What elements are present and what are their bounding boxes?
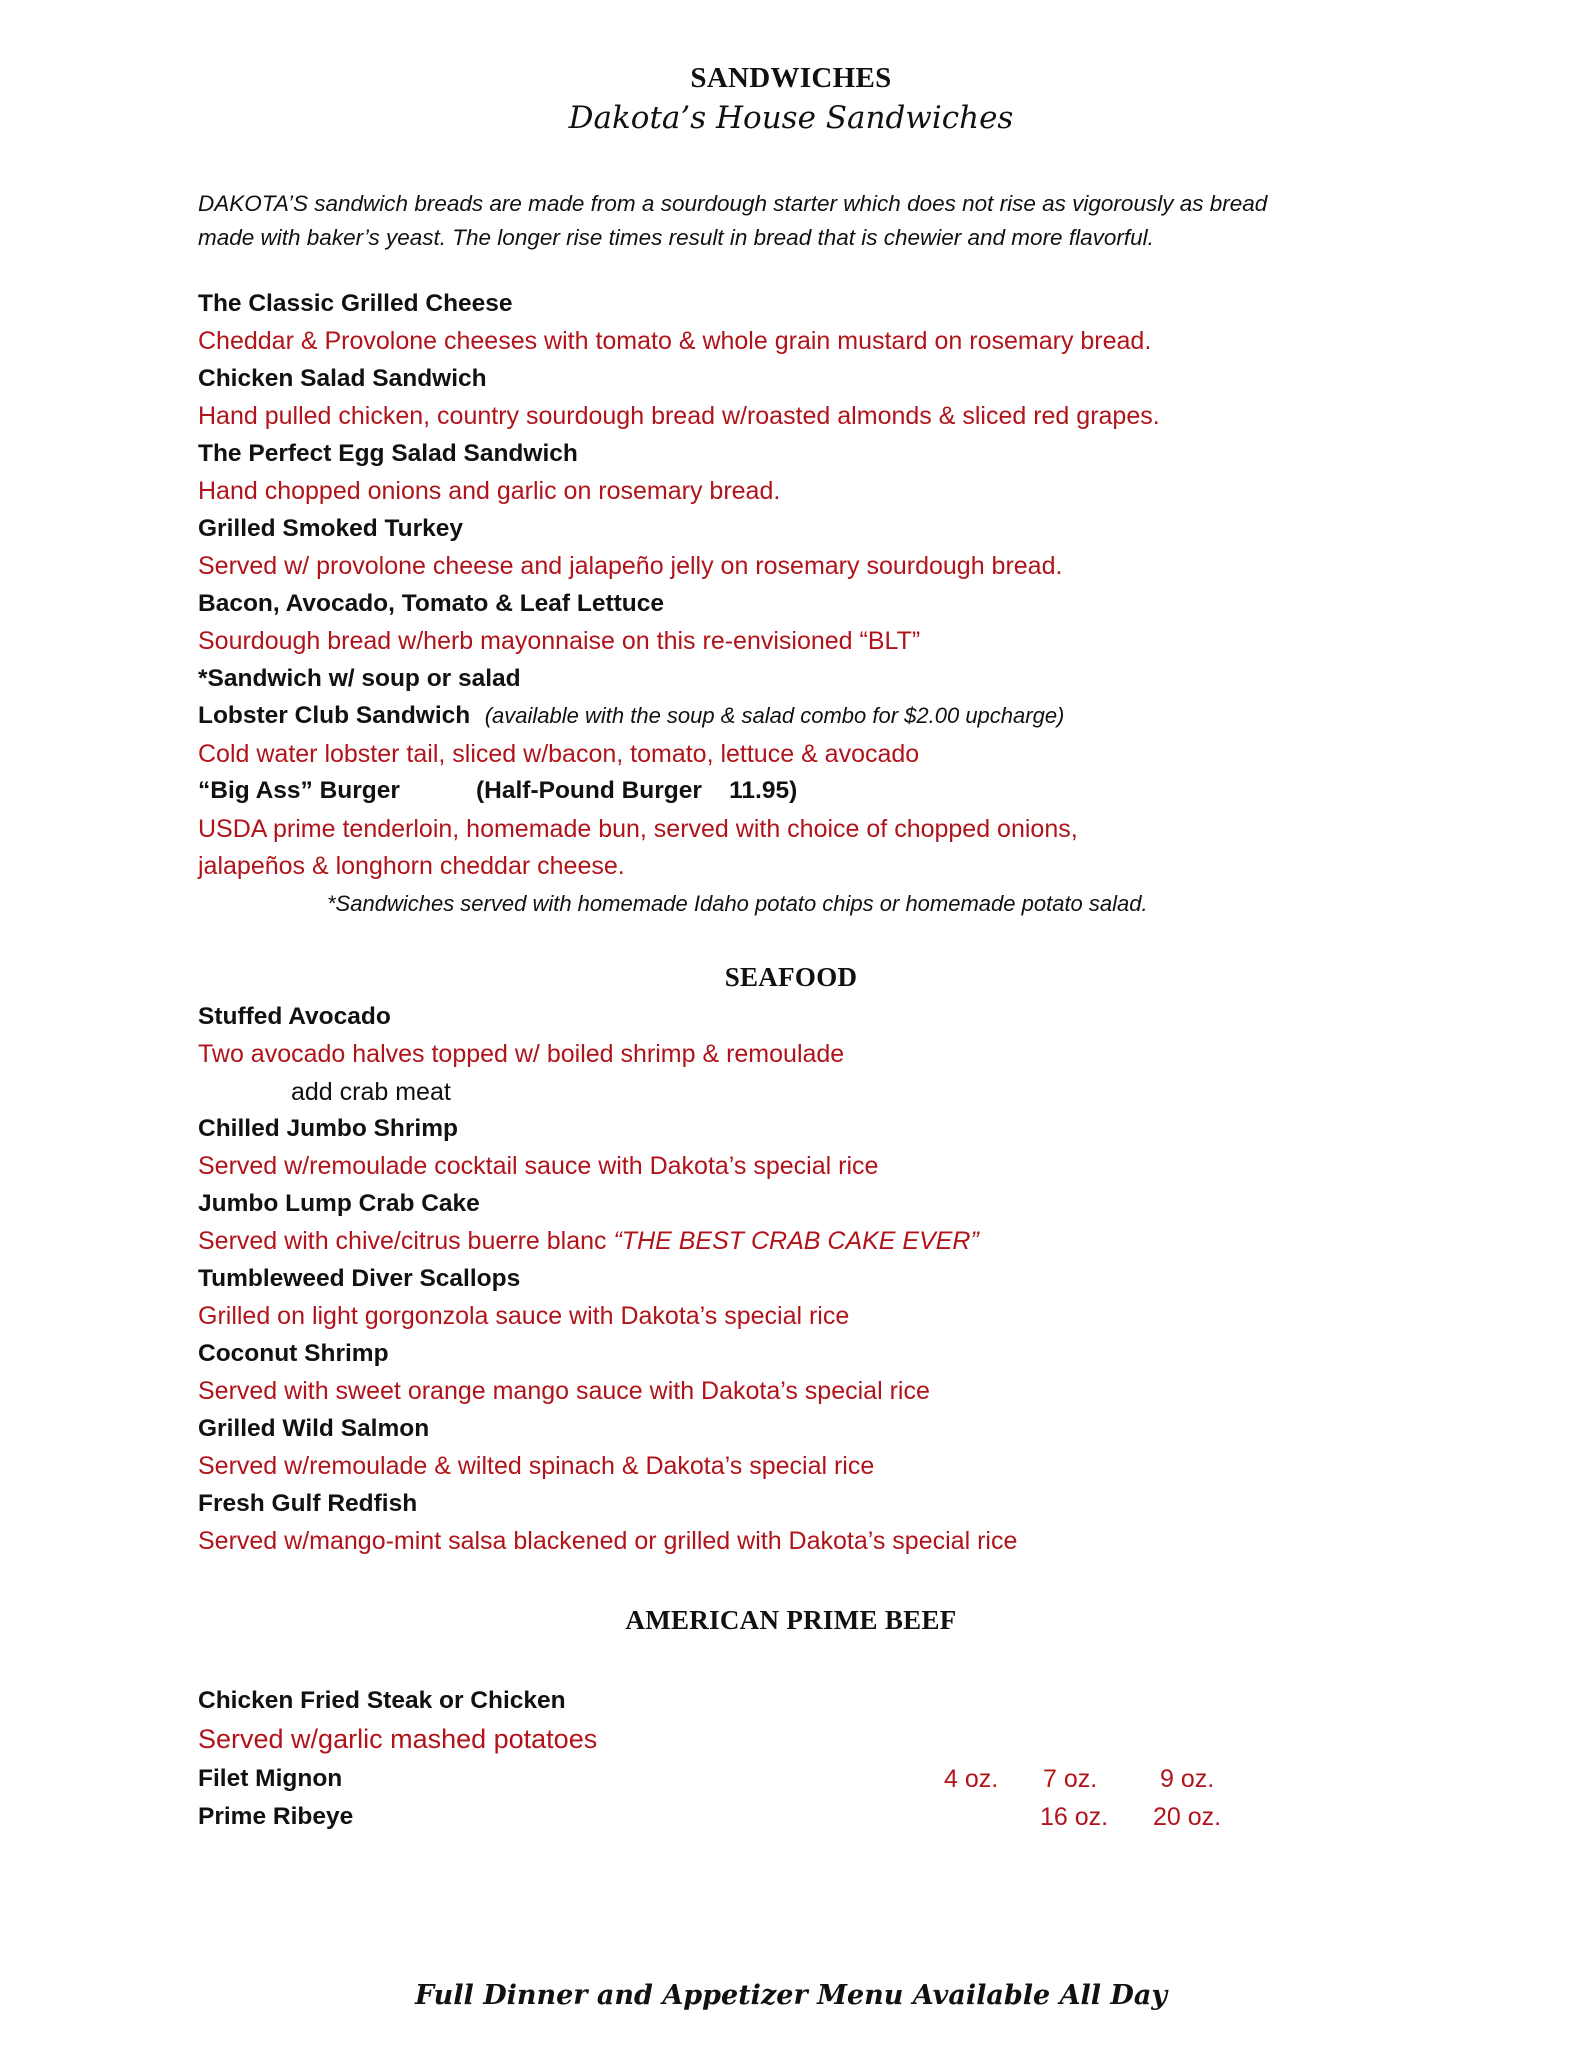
item-description: Served w/remoulade cocktail sauce with Dakota’s special rice xyxy=(198,1152,879,1180)
item-description: Grilled on light gorgonzola sauce with Dakota’s special rice xyxy=(198,1302,850,1330)
item-name: Stuffed Avocado xyxy=(198,1003,391,1030)
item-description: Served w/remoulade & wilted spinach & Dakota’s special rice xyxy=(198,1452,875,1480)
item-description: jalapeños & longhorn cheddar cheese. xyxy=(198,852,625,880)
item-name: The Classic Grilled Cheese xyxy=(198,290,513,317)
item-description: Hand chopped onions and garlic on rosemary bread. xyxy=(198,477,781,505)
seafood-title: SEAFOOD xyxy=(724,962,858,992)
item-description xyxy=(198,1227,979,1256)
sandwiches-subtitle: Dakota’s House Sandwiches xyxy=(568,100,1014,136)
filet-size-4oz: 4 oz. xyxy=(944,1765,999,1793)
filet-size-9oz: 9 oz. xyxy=(1160,1765,1215,1793)
item-name: Filet Mignon xyxy=(198,1765,343,1792)
item-name: Lobster Club Sandwich xyxy=(198,702,471,729)
item-name: “Big Ass” Burger xyxy=(198,777,400,804)
sandwich-intro xyxy=(198,187,1378,255)
sandwich-footnote: *Sandwiches served with homemade Idaho potato chips or homemade potato salad. xyxy=(327,891,1148,916)
item-name: Prime Ribeye xyxy=(198,1803,354,1830)
intro-line-2: made with baker’s yeast. The longer rise times result in bread that is chewier and more flavorful. xyxy=(198,225,1154,250)
item-description: Sourdough bread w/herb mayonnaise on this re-envisioned “BLT” xyxy=(198,627,921,655)
footer-note: Full Dinner and Appetizer Menu Available All Day xyxy=(414,1980,1168,2011)
item-description: Served w/ provolone cheese and jalapeño jelly on rosemary sourdough bread. xyxy=(198,552,1063,580)
item-name: Jumbo Lump Crab Cake xyxy=(198,1190,480,1217)
ribeye-size-16oz: 16 oz. xyxy=(1040,1803,1109,1831)
item-description: Served w/garlic mashed potatoes xyxy=(198,1724,598,1754)
crab-cake-tagline: “THE BEST CRAB CAKE EVER” xyxy=(613,1227,979,1255)
crab-cake-description: Served with chive/citrus buerre blanc xyxy=(198,1227,614,1255)
upcharge-note: (available with the soup & salad combo for $2.00 upcharge) xyxy=(484,703,1065,728)
item-description: USDA prime tenderloin, homemade bun, served with choice of chopped onions, xyxy=(198,815,1078,843)
item-description: Served w/mango-mint salsa blackened or grilled with Dakota’s special rice xyxy=(198,1527,1018,1555)
item-description: Cheddar & Provolone cheeses with tomato & whole grain mustard on rosemary bread. xyxy=(198,327,1152,355)
soup-salad-combo: *Sandwich w/ soup or salad xyxy=(198,665,521,692)
burger-option: (Half-Pound Burger 11.95) xyxy=(476,777,798,804)
item-name: Chicken Fried Steak or Chicken xyxy=(198,1687,566,1714)
sandwiches-title: SANDWICHES xyxy=(690,62,892,94)
item-name: Fresh Gulf Redfish xyxy=(198,1490,418,1517)
item-name: Tumbleweed Diver Scallops xyxy=(198,1265,521,1292)
item-name: Grilled Wild Salmon xyxy=(198,1415,430,1442)
beef-title: AMERICAN PRIME BEEF xyxy=(625,1605,957,1635)
item-description: Cold water lobster tail, sliced w/bacon, tomato, lettuce & avocado xyxy=(198,740,920,768)
item-name: Bacon, Avocado, Tomato & Leaf Lettuce xyxy=(198,590,665,617)
item-description: Two avocado halves topped w/ boiled shrimp & remoulade xyxy=(198,1040,845,1068)
lobster-club-row xyxy=(198,702,1064,730)
filet-size-7oz: 7 oz. xyxy=(1043,1765,1098,1793)
item-name: Chicken Salad Sandwich xyxy=(198,365,487,392)
item-description: Served with sweet orange mango sauce with Dakota’s special rice xyxy=(198,1377,930,1405)
item-name: Chilled Jumbo Shrimp xyxy=(198,1115,458,1142)
item-name: The Perfect Egg Salad Sandwich xyxy=(198,440,578,467)
ribeye-size-20oz: 20 oz. xyxy=(1153,1803,1222,1831)
add-crab-meat: add crab meat xyxy=(291,1078,451,1106)
item-name: Coconut Shrimp xyxy=(198,1340,389,1367)
item-description: Hand pulled chicken, country sourdough bread w/roasted almonds & sliced red grapes. xyxy=(198,402,1160,430)
intro-line-1: DAKOTA’S sandwich breads are made from a sourdough starter which does not rise as vigorously as bread xyxy=(198,191,1268,216)
item-name: Grilled Smoked Turkey xyxy=(198,515,464,542)
